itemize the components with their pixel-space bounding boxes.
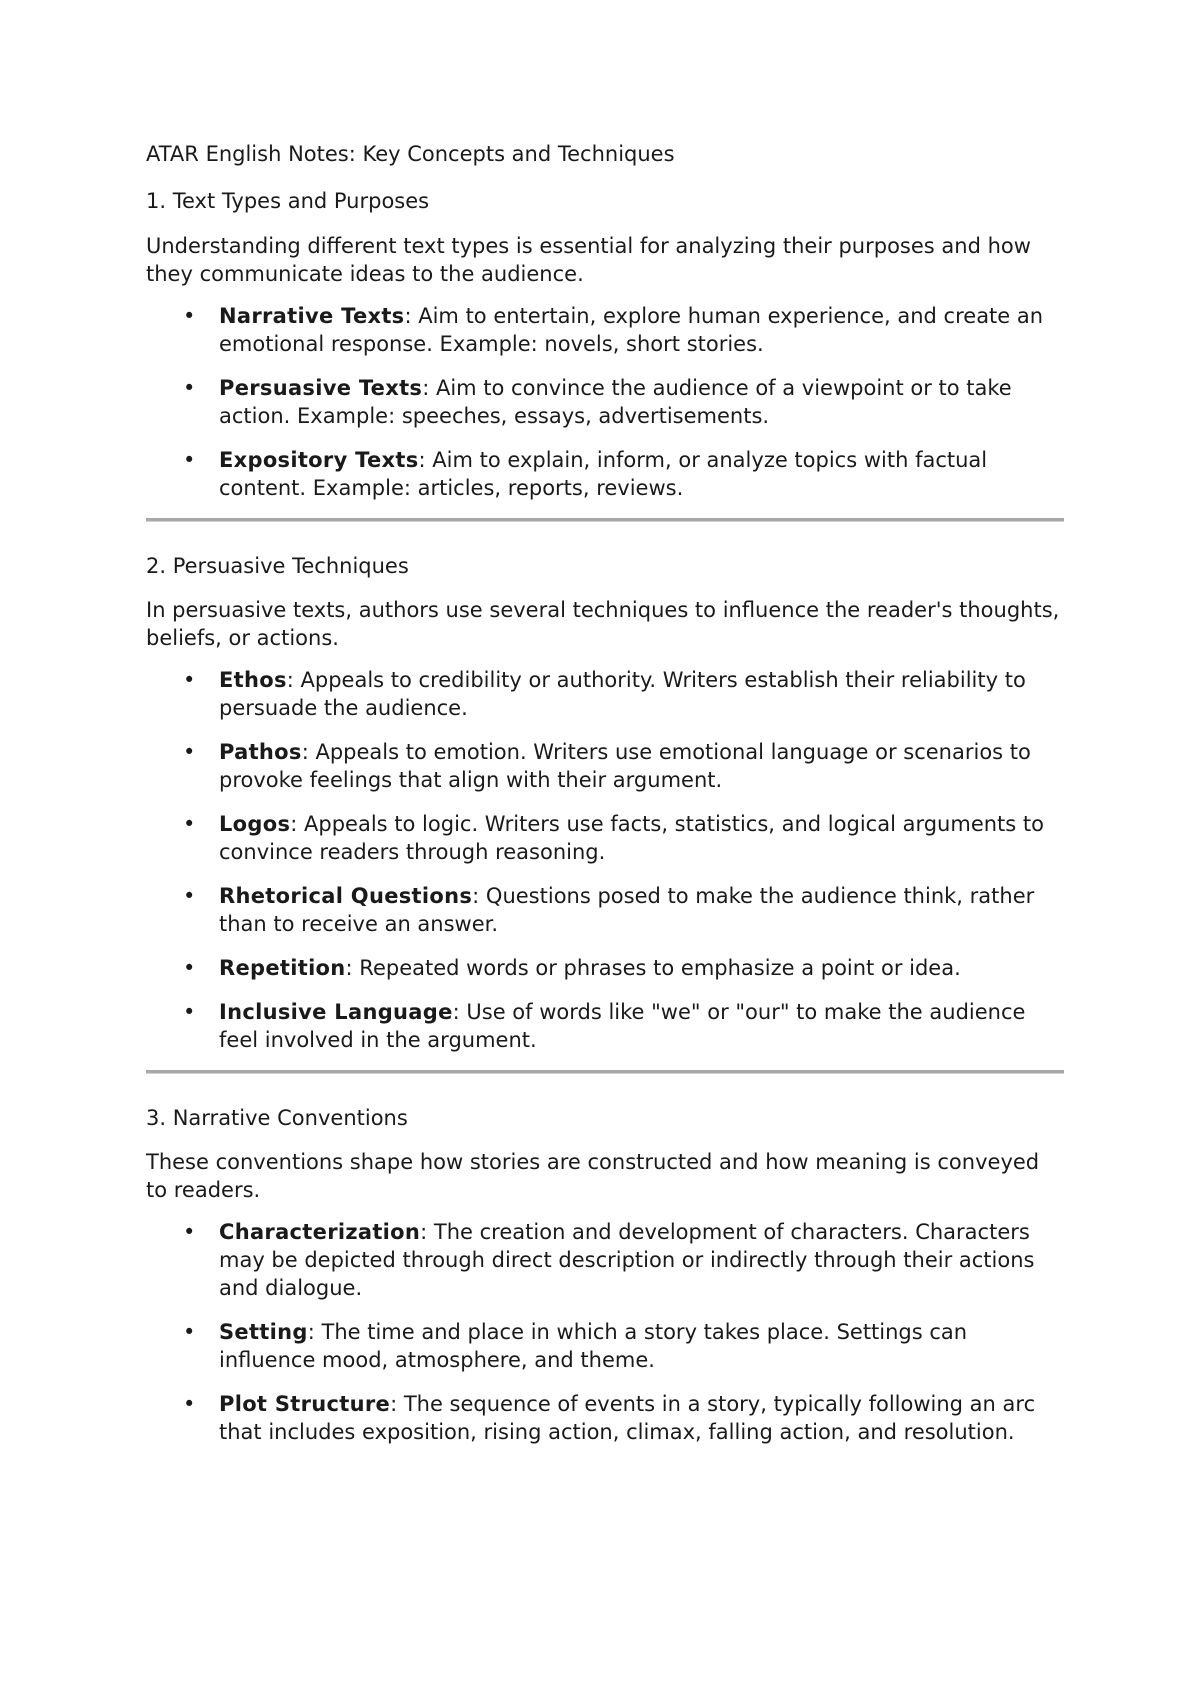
document-title: ATAR English Notes: Key Concepts and Techniques: [146, 142, 675, 166]
list-item: [146, 810, 1064, 866]
term-label: Repetition: [219, 956, 346, 981]
term-description: : Appeals to logic. Writers use facts, statistics, and logical arguments to convince readers through reasoning.: [219, 812, 1044, 865]
list-item: [146, 1318, 1064, 1374]
bullet-icon: •: [183, 303, 196, 328]
term-description: : Repeated words or phrases to emphasize a point or idea.: [345, 956, 961, 981]
list-item: [146, 446, 1064, 502]
section-heading: 3. Narrative Conventions: [146, 1106, 408, 1131]
bullet-icon: •: [183, 447, 196, 472]
section-intro: In persuasive texts, authors use several techniques to influence the reader's thoughts, beliefs, or actions.: [146, 598, 1060, 651]
term-description: : Aim to explain, inform, or analyze topics with factual content. Example: articles, reports, reviews.: [219, 447, 988, 500]
term-label: Logos: [219, 812, 291, 837]
term-label: Pathos: [219, 740, 302, 765]
bullet-icon: •: [183, 1320, 196, 1345]
list-item: [146, 1218, 1064, 1302]
term-label: Characterization: [219, 1220, 421, 1245]
document-page: [146, 140, 1064, 1462]
list-item: [146, 666, 1064, 722]
bullet-icon: •: [183, 884, 196, 909]
list-item: [146, 998, 1064, 1054]
section-divider: [146, 518, 1064, 522]
term-label: Setting: [219, 1320, 308, 1345]
bullet-list: [146, 302, 1064, 502]
section-heading: 2. Persuasive Techniques: [146, 553, 409, 578]
list-item: [146, 302, 1064, 358]
term-label: Ethos: [219, 668, 287, 693]
term-description: : Aim to entertain, explore human experience, and create an emotional response. Example: novels, short stories.: [219, 303, 1044, 356]
term-description: : The creation and development of characters. Characters may be depicted through direct description or indirectly through their actions and dialogue.: [219, 1220, 1035, 1301]
bullet-icon: •: [183, 812, 196, 837]
term-description: : The time and place in which a story takes place. Settings can influence mood, atmosphere, and theme.: [219, 1320, 968, 1373]
term-label: Expository Texts: [219, 447, 419, 472]
term-description: : Aim to convince the audience of a viewpoint or to take action. Example: speeches, essays, advertisements.: [219, 375, 1012, 428]
term-description: : Appeals to emotion. Writers use emotional language or scenarios to provoke feelings that align with their argument.: [219, 740, 1031, 793]
list-item: [146, 374, 1064, 430]
section-intro: These conventions shape how stories are constructed and how meaning is conveyed to readers.: [146, 1150, 1040, 1203]
term-label: Persuasive Texts: [219, 375, 423, 400]
bullet-icon: •: [183, 740, 196, 765]
section-heading: 1. Text Types and Purposes: [146, 189, 430, 214]
term-description: : The sequence of events in a story, typically following an arc that includes exposition, rising action, climax, falling action, and resolution.: [219, 1392, 1036, 1445]
section-text-types: [146, 187, 1064, 501]
term-description: : Appeals to credibility or authority. Writers establish their reliability to persuade the audience.: [219, 668, 1026, 721]
bullet-list: [146, 1218, 1064, 1446]
term-label: Plot Structure: [219, 1392, 391, 1417]
term-description: : Questions posed to make the audience think, rather than to receive an answer.: [219, 884, 1035, 937]
bullet-icon: •: [183, 1000, 196, 1025]
bullet-icon: •: [183, 375, 196, 400]
list-item: [146, 738, 1064, 794]
list-item: [146, 882, 1064, 938]
bullet-icon: •: [183, 1220, 196, 1245]
bullet-icon: •: [183, 1392, 196, 1417]
bullet-icon: •: [183, 668, 196, 693]
section-persuasive-techniques: [146, 552, 1064, 1054]
term-label: Inclusive Language: [219, 1000, 453, 1025]
bullet-icon: •: [183, 956, 196, 981]
bullet-list: [146, 666, 1064, 1054]
list-item: [146, 1390, 1064, 1446]
term-label: Rhetorical Questions: [219, 884, 473, 909]
section-intro: Understanding different text types is essential for analyzing their purposes and how they communicate ideas to the audience.: [146, 233, 1031, 286]
term-description: : Use of words like "we" or "our" to make the audience feel involved in the argument.: [219, 1000, 1026, 1053]
section-divider: [146, 1070, 1064, 1074]
section-narrative-conventions: [146, 1104, 1064, 1446]
list-item: [146, 954, 1064, 982]
term-label: Narrative Texts: [219, 303, 405, 328]
